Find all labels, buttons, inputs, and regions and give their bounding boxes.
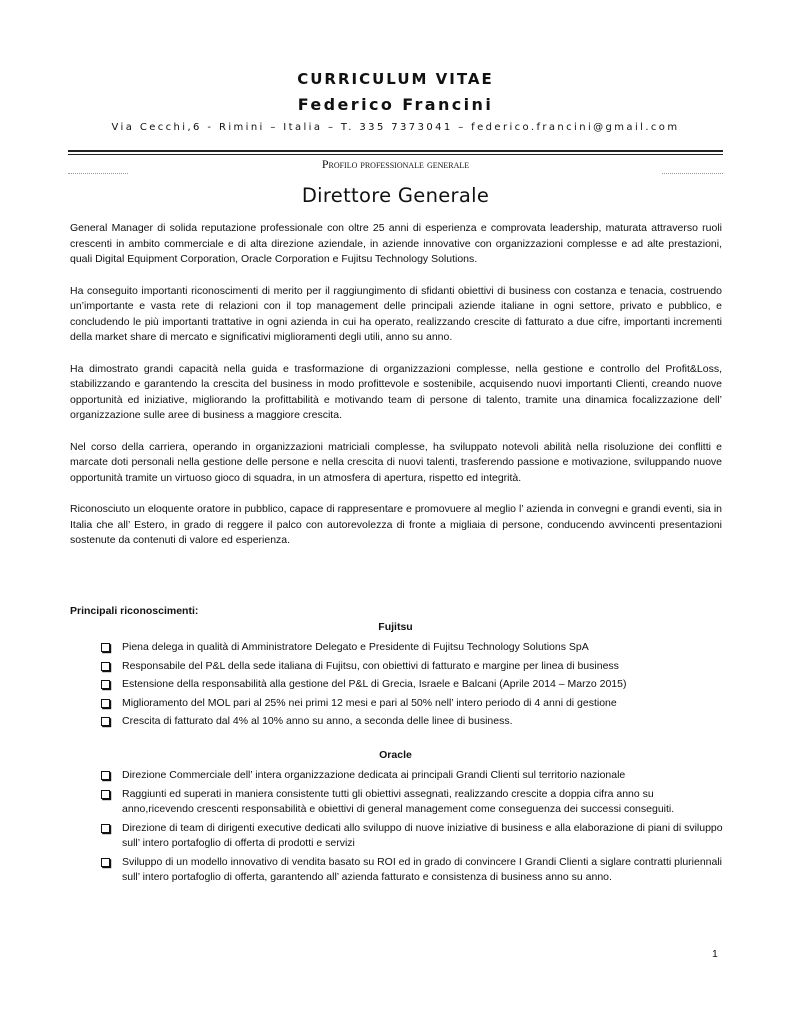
page-number: 1	[712, 948, 718, 960]
list-item	[114, 659, 726, 675]
section-heading: Profilo professionale generale	[321, 157, 470, 171]
profile-text	[70, 221, 722, 565]
checkbox-bullet-icon	[101, 680, 110, 689]
list-item-text: Direzione di team di dirigenti executive dedicati allo sviluppo di nuove iniziative di business e alla elaborazione di piani di sviluppo sull’ intero portafoglio di offerta di prodotti e servizi	[122, 821, 723, 849]
checkbox-bullet-icon	[101, 662, 110, 671]
role-title: Direttore Generale	[301, 184, 490, 207]
checkbox-bullet-icon	[101, 717, 110, 726]
company-heading-fujitsu: Fujitsu	[378, 621, 413, 633]
list-item-text: Raggiunti ed superati in maniera consistente tutti gli obiettivi assegnati, realizzando crescite a doppia cifra anno su anno,ricevendo crescenti responsabilità e obiettivi di general management come conseguenza dei successi conseguiti.	[122, 787, 675, 815]
fujitsu-achievements-list	[114, 640, 726, 733]
profile-paragraph: Nel corso della carriera, operando in organizzazioni matriciali complesse, ha sviluppato notevoli abilità nella risoluzione dei conflitti e marcate doti personali nella gestione delle persone e nella crescita di nuovi talenti, trasferendo passione e motivazione, sviluppando nuove opportunità tramite un virtuoso gioco di squadra, in un atmosfera di apertura, rispetto ed integrità.	[70, 440, 722, 484]
company-heading-oracle: Oracle	[379, 749, 412, 761]
list-item	[114, 714, 726, 730]
list-item	[114, 855, 726, 886]
list-item-text: Responsabile del P&L della sede italiana di Fujitsu, con obiettivi di fatturato e margine per linea di business	[122, 659, 619, 672]
checkbox-bullet-icon	[101, 790, 110, 799]
header-divider-thin	[68, 154, 723, 155]
checkbox-bullet-icon	[101, 771, 110, 780]
profile-paragraph: Riconosciuto un eloquente oratore in pubblico, capace di rappresentare e promovuere al meglio l’ azienda in convegni e grandi eventi, sia in Italia che all’ Estero, in grado di reggere il palco con autorevolezza di fronte a migliaia di persone, conducendo avvincenti presentazioni sostenute da contenuti di valore ed esperienza.	[70, 503, 722, 546]
list-item	[114, 696, 726, 712]
list-item-text: Direzione Commerciale dell’ intera organizzazione dedicata ai principali Grandi Clienti sul territorio nazionale	[122, 769, 626, 781]
header-divider-thick	[68, 150, 723, 152]
list-item-text: Sviluppo di un modello innovativo di vendita basato su ROI ed in grado di convincere I Grandi Clienti a siglare contratti pluriennali sull’ intero portafoglio di offerta, garantendo all’ azienda fatturato e consistenza di business anno su anno.	[122, 855, 723, 883]
list-item	[114, 768, 726, 784]
profile-paragraph: General Manager di solida reputazione professionale con oltre 25 anni di esperienza e comprovata leadership, maturata attraverso ruoli crescenti in ambito commerciale e di alta direzione aziendale, in aziende innovative con organizzazioni complesse e ad alte prestazioni, quali Digital Equipment Corporation, Oracle Corporation e Fujitsu Technology Solutions.	[70, 222, 722, 265]
list-item-text: Piena delega in qualità di Amministratore Delegato e Presidente di Fujitsu Technology Solutions SpA	[122, 641, 589, 653]
profile-paragraph: Ha conseguito importanti riconoscimenti di merito per il raggiungimento di sfidanti obiettivi di business con costanza e tenacia, costruendo un’importante e vasta rete di relazioni con il top management delle principali aziende italiane in ogni settore, privato e pubblico, e concludendo le più importanti trattative in ogni azienda in cui ha operato, realizzando crescite di fatturato a due cifre, importanti incrementi della market share di mercato e significativi miglioramenti degli utili, anno su anno.	[70, 284, 722, 343]
list-item	[114, 677, 726, 693]
oracle-achievements-list	[114, 768, 726, 889]
checkbox-bullet-icon	[101, 858, 110, 867]
section-dots-left	[68, 173, 128, 174]
profile-paragraph: Ha dimostrato grandi capacità nella guida e trasformazione di organizzazioni complesse, nella gestione e controllo del Profit&Loss, stabilizzando e garantendo la crescita del business in modo profittevole e sostenibile, acquisendo nuovi importanti Clienti, creando nuove opportunità ed iniziative, migliorando la profittabilità e motivando team di persone di talento, tramite una dinamica focalizzazione dell’ organizzazione sulle aree di business a maggiore crescita.	[70, 362, 722, 421]
list-item	[114, 640, 726, 656]
list-item-text: Crescita di fatturato dal 4% al 10% anno su anno, a seconda delle linee di business.	[122, 715, 513, 727]
document-title: CURRICULUM VITAE	[297, 70, 494, 88]
list-item-text: Estensione della responsabilità alla gestione del P&L di Grecia, Israele e Balcani (Aprile 2014 – Marzo 2015)	[122, 678, 627, 690]
recognitions-heading: Principali riconoscimenti:	[70, 605, 199, 617]
list-item	[114, 821, 726, 852]
list-item	[114, 787, 726, 818]
contact-line: Via Cecchi,6 - Rimini – Italia – T. 335 7373041 – federico.francini@gmail.com	[111, 122, 680, 133]
section-dots-right	[662, 173, 723, 174]
candidate-name: Federico Francini	[297, 95, 494, 114]
checkbox-bullet-icon	[101, 643, 110, 652]
list-item-text: Miglioramento del MOL pari al 25% nei primi 12 mesi e pari al 50% nell’ intero periodo di 4 anni di gestione	[122, 696, 617, 709]
checkbox-bullet-icon	[101, 699, 110, 708]
checkbox-bullet-icon	[101, 824, 110, 833]
